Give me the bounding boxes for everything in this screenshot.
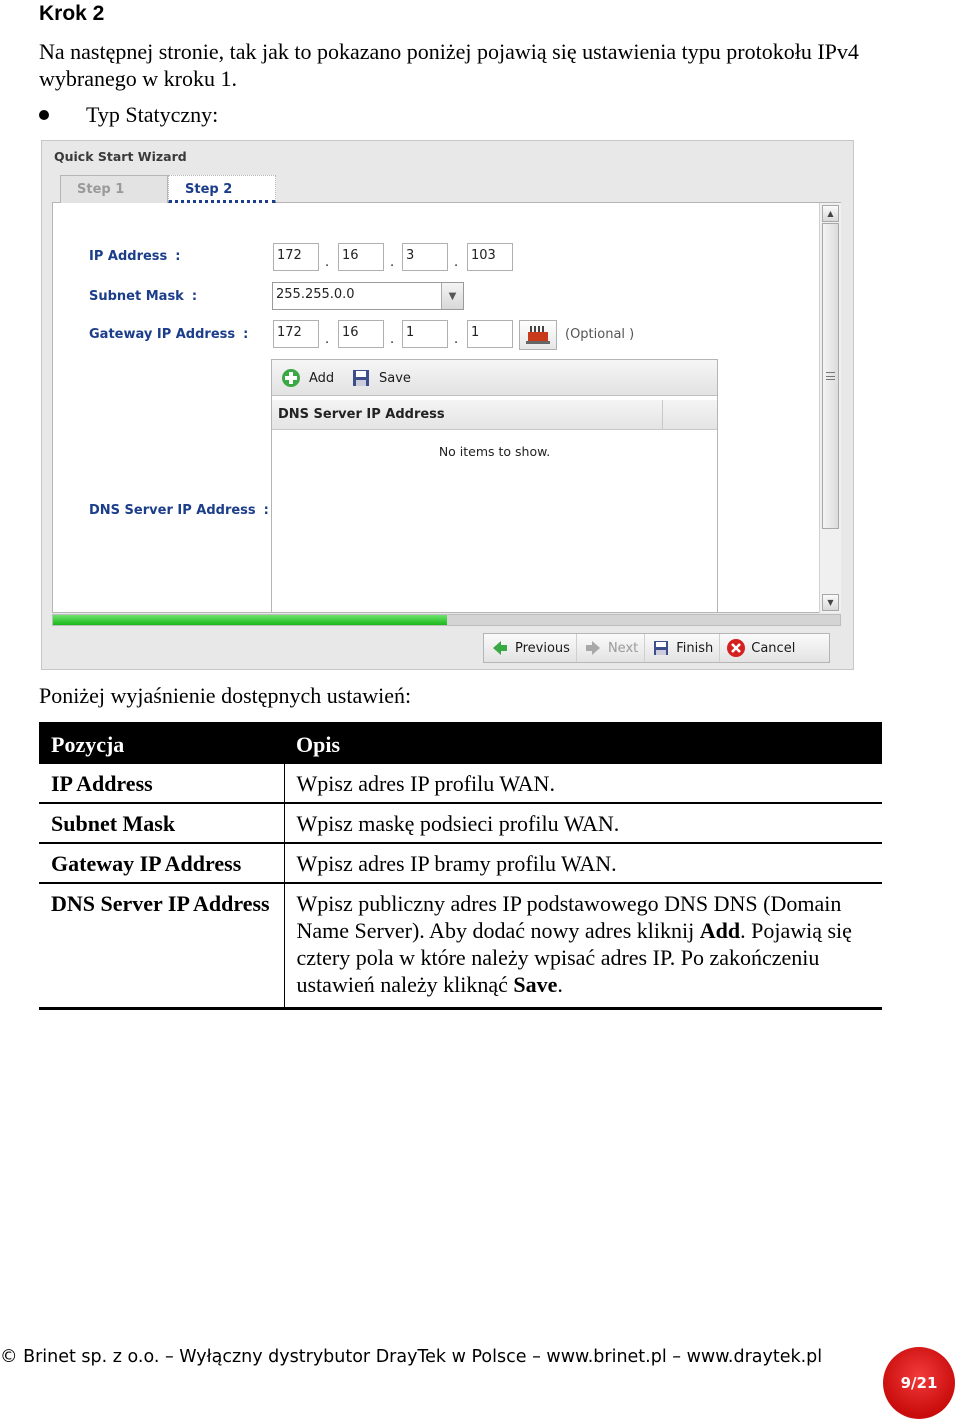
- add-keyword: Add: [699, 918, 741, 943]
- next-button[interactable]: Next: [577, 634, 645, 662]
- column-header-description: Opis: [284, 722, 882, 764]
- arrow-right-icon: [583, 638, 603, 658]
- save-icon: [351, 368, 371, 388]
- wizard-tabs: [52, 171, 841, 203]
- finish-icon: [651, 638, 671, 658]
- dns-column-header-label: DNS Server IP Address: [278, 407, 445, 422]
- dns-column-header[interactable]: [272, 400, 717, 430]
- ip-octet-1[interactable]: 172: [273, 243, 319, 271]
- add-icon: [281, 368, 301, 388]
- network-plug-icon: [525, 324, 551, 346]
- wizard-body: [52, 203, 841, 613]
- arrow-left-icon: [490, 638, 510, 658]
- row-name: Subnet Mask: [39, 803, 284, 843]
- settings-table: [39, 722, 882, 1010]
- page-heading: Krok 2: [39, 2, 105, 25]
- column-divider: [662, 400, 663, 430]
- wizard-button-bar: [483, 633, 830, 663]
- subnet-mask-value: 255.255.0.0: [276, 287, 355, 302]
- ip-octet-4[interactable]: 103: [467, 243, 513, 271]
- scroll-thumb[interactable]: [822, 223, 839, 529]
- scroll-up-icon[interactable]: ▲: [822, 205, 839, 222]
- ip-dot: .: [325, 255, 330, 270]
- intro-paragraph: Na następnej stronie, tak jak to pokazano poniżej pojawią się ustawienia typu protokołu IPv4 wybranego w kroku 1.: [39, 39, 859, 91]
- optional-hint: (Optional ): [565, 327, 635, 342]
- cancel-button[interactable]: Cancel: [720, 634, 801, 662]
- progress-fill: [53, 615, 447, 625]
- scroll-down-icon[interactable]: ▼: [822, 594, 839, 611]
- bullet-dot-icon: [39, 110, 49, 120]
- table-row: [39, 764, 882, 803]
- ip-octet-2[interactable]: 16: [338, 243, 384, 271]
- subnet-mask-select[interactable]: [272, 282, 464, 310]
- table-row: [39, 843, 882, 883]
- gateway-octet-2[interactable]: 16: [338, 320, 384, 348]
- ip-address-label: IP Address :: [89, 249, 181, 264]
- save-button[interactable]: Save: [351, 368, 411, 388]
- save-keyword: Save: [513, 972, 558, 997]
- subnet-mask-label: Subnet Mask :: [89, 289, 198, 304]
- page-number-badge: 9/21: [883, 1347, 955, 1419]
- gateway-dot: .: [325, 332, 330, 347]
- vertical-scrollbar[interactable]: [819, 203, 841, 613]
- cancel-icon: [726, 638, 746, 658]
- column-header-position: Pozycja: [39, 722, 284, 764]
- wizard-title: Quick Start Wizard: [54, 149, 187, 164]
- gateway-detect-button[interactable]: [519, 320, 557, 350]
- tab-step-1[interactable]: Step 1: [60, 175, 168, 203]
- row-description: Wpisz adres IP profilu WAN.: [284, 764, 882, 803]
- row-name: IP Address: [39, 764, 284, 803]
- wizard-progress-bar: [52, 614, 841, 626]
- dns-grid-panel: [271, 359, 718, 613]
- explanation-intro: Poniżej wyjaśnienie dostępnych ustawień:: [39, 683, 412, 708]
- dns-toolbar: [272, 360, 717, 396]
- ip-dot: .: [390, 255, 395, 270]
- tab-step-2[interactable]: Step 2: [168, 175, 276, 203]
- bullet-text: Typ Statyczny:: [86, 102, 219, 127]
- row-description: Wpisz maskę podsieci profilu WAN.: [284, 803, 882, 843]
- ip-octet-3[interactable]: 3: [402, 243, 448, 271]
- table-row: [39, 883, 882, 1009]
- row-description: Wpisz publiczny adres IP podstawowego DNS DNS (Domain Name Server). Aby dodać nowy adres kliknij Add. Pojawią się cztery pola w które należy wpisać adres IP. Po zakończeniu ustawień należy kliknąć Save.: [284, 883, 882, 1009]
- row-name: Gateway IP Address: [39, 843, 284, 883]
- ip-dot: .: [454, 255, 459, 270]
- chevron-down-icon[interactable]: ▼: [441, 283, 463, 309]
- gateway-octet-1[interactable]: 172: [273, 320, 319, 348]
- page-footer: © Brinet sp. z o.o. – Wyłączny dystrybutor DrayTek w Polsce – www.brinet.pl – www.draytek.pl: [0, 1347, 823, 1367]
- row-name: DNS Server IP Address: [39, 883, 284, 1009]
- table-header-row: [39, 722, 882, 764]
- dns-empty-message: No items to show.: [438, 444, 551, 459]
- finish-button[interactable]: Finish: [645, 634, 720, 662]
- quick-start-wizard: [41, 140, 854, 670]
- gateway-ip-label: Gateway IP Address :: [89, 327, 249, 342]
- gateway-dot: .: [454, 332, 459, 347]
- grip-icon: [826, 372, 835, 380]
- dns-server-label: DNS Server IP Address :: [89, 503, 269, 518]
- add-button[interactable]: Add: [281, 368, 334, 388]
- previous-button[interactable]: Previous: [484, 634, 577, 662]
- gateway-octet-3[interactable]: 1: [402, 320, 448, 348]
- gateway-octet-4[interactable]: 1: [467, 320, 513, 348]
- bullet-item: [39, 102, 218, 128]
- gateway-dot: .: [390, 332, 395, 347]
- table-row: [39, 803, 882, 843]
- row-description: Wpisz adres IP bramy profilu WAN.: [284, 843, 882, 883]
